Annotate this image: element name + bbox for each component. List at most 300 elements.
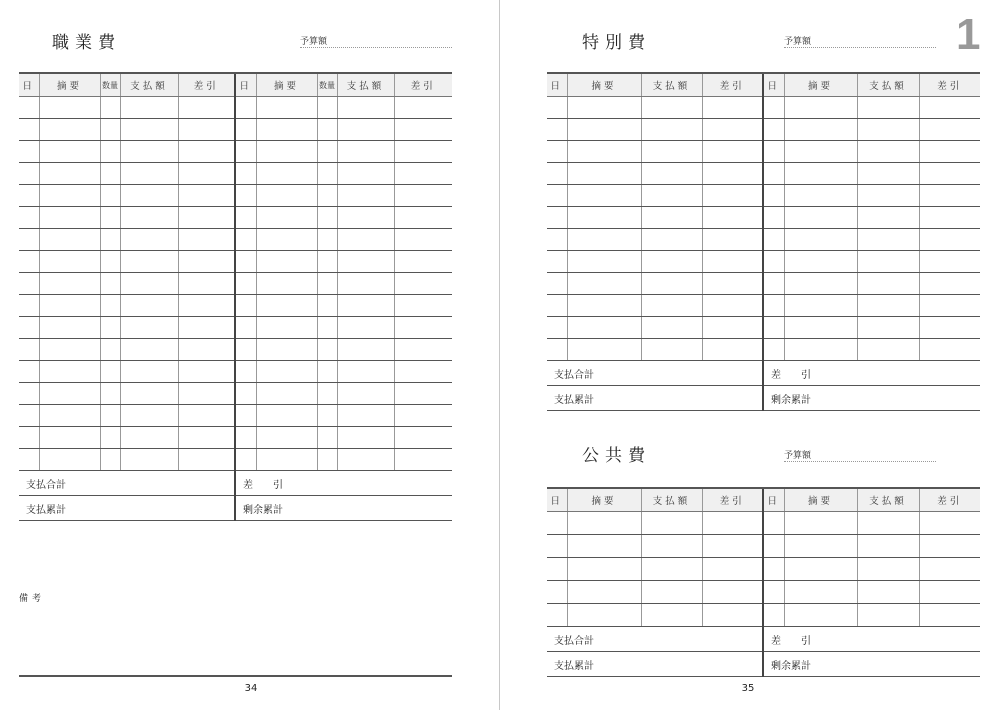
table-cell[interactable]	[641, 141, 702, 163]
table-cell[interactable]	[547, 535, 567, 558]
table-cell[interactable]	[919, 558, 980, 581]
table-cell[interactable]	[641, 317, 702, 339]
table-cell[interactable]	[763, 163, 784, 185]
table-cell[interactable]	[919, 163, 980, 185]
table-cell[interactable]	[919, 251, 980, 273]
table-cell[interactable]	[394, 97, 452, 119]
table-cell[interactable]	[394, 229, 452, 251]
table-cell[interactable]	[702, 97, 763, 119]
table-cell[interactable]	[763, 229, 784, 251]
table-cell[interactable]	[337, 427, 394, 449]
table-cell[interactable]	[19, 427, 39, 449]
table-cell[interactable]	[763, 604, 784, 627]
table-cell[interactable]	[256, 295, 317, 317]
table-cell[interactable]	[784, 273, 857, 295]
table-cell[interactable]	[784, 339, 857, 361]
table-cell[interactable]	[100, 317, 120, 339]
table-cell[interactable]	[317, 339, 337, 361]
table-cell[interactable]	[256, 405, 317, 427]
table-cell[interactable]	[39, 339, 100, 361]
table-cell[interactable]	[235, 339, 256, 361]
table-cell[interactable]	[784, 317, 857, 339]
table-cell[interactable]	[337, 361, 394, 383]
table-cell[interactable]	[100, 229, 120, 251]
table-cell[interactable]	[235, 97, 256, 119]
table-cell[interactable]	[256, 251, 317, 273]
table-cell[interactable]	[256, 185, 317, 207]
table-cell[interactable]	[337, 273, 394, 295]
table-cell[interactable]	[317, 207, 337, 229]
table-cell[interactable]	[178, 339, 235, 361]
table-cell[interactable]	[567, 229, 641, 251]
table-cell[interactable]	[641, 339, 702, 361]
table-cell[interactable]	[547, 141, 567, 163]
table-cell[interactable]	[256, 317, 317, 339]
table-cell[interactable]	[394, 251, 452, 273]
table-cell[interactable]	[567, 604, 641, 627]
payment-cumulative-label[interactable]: 支払累計	[547, 386, 763, 411]
table-cell[interactable]	[178, 251, 235, 273]
table-cell[interactable]	[763, 558, 784, 581]
table-cell[interactable]	[317, 119, 337, 141]
table-cell[interactable]	[100, 119, 120, 141]
table-cell[interactable]	[919, 273, 980, 295]
table-cell[interactable]	[784, 251, 857, 273]
table-cell[interactable]	[763, 273, 784, 295]
table-cell[interactable]	[641, 251, 702, 273]
difference-label[interactable]: 差 引	[763, 361, 980, 386]
table-cell[interactable]	[100, 207, 120, 229]
table-cell[interactable]	[19, 405, 39, 427]
table-cell[interactable]	[394, 427, 452, 449]
table-cell[interactable]	[394, 361, 452, 383]
table-cell[interactable]	[784, 207, 857, 229]
table-cell[interactable]	[337, 295, 394, 317]
table-cell[interactable]	[317, 449, 337, 471]
table-cell[interactable]	[337, 317, 394, 339]
table-cell[interactable]	[702, 185, 763, 207]
table-cell[interactable]	[857, 273, 919, 295]
table-cell[interactable]	[39, 163, 100, 185]
table-cell[interactable]	[784, 581, 857, 604]
table-cell[interactable]	[337, 163, 394, 185]
difference-label[interactable]: 差 引	[763, 627, 980, 652]
table-cell[interactable]	[919, 185, 980, 207]
table-cell[interactable]	[337, 185, 394, 207]
table-cell[interactable]	[641, 207, 702, 229]
table-cell[interactable]	[702, 163, 763, 185]
table-cell[interactable]	[317, 185, 337, 207]
table-cell[interactable]	[256, 119, 317, 141]
table-cell[interactable]	[641, 604, 702, 627]
table-cell[interactable]	[919, 229, 980, 251]
table-cell[interactable]	[337, 405, 394, 427]
table-cell[interactable]	[763, 97, 784, 119]
table-cell[interactable]	[317, 273, 337, 295]
table-cell[interactable]	[547, 251, 567, 273]
table-cell[interactable]	[567, 295, 641, 317]
table-cell[interactable]	[857, 185, 919, 207]
table-cell[interactable]	[39, 383, 100, 405]
table-cell[interactable]	[337, 339, 394, 361]
table-cell[interactable]	[857, 535, 919, 558]
table-cell[interactable]	[702, 558, 763, 581]
payment-total-label[interactable]: 支払合計	[547, 361, 763, 386]
table-cell[interactable]	[567, 251, 641, 273]
table-cell[interactable]	[120, 427, 178, 449]
table-cell[interactable]	[178, 405, 235, 427]
table-cell[interactable]	[763, 581, 784, 604]
table-cell[interactable]	[19, 97, 39, 119]
table-cell[interactable]	[19, 317, 39, 339]
table-cell[interactable]	[919, 604, 980, 627]
table-cell[interactable]	[394, 405, 452, 427]
table-cell[interactable]	[394, 119, 452, 141]
table-cell[interactable]	[120, 163, 178, 185]
table-cell[interactable]	[547, 185, 567, 207]
table-cell[interactable]	[256, 163, 317, 185]
table-cell[interactable]	[394, 339, 452, 361]
table-cell[interactable]	[337, 97, 394, 119]
table-cell[interactable]	[857, 317, 919, 339]
table-cell[interactable]	[120, 405, 178, 427]
table-cell[interactable]	[857, 229, 919, 251]
table-cell[interactable]	[567, 141, 641, 163]
table-cell[interactable]	[235, 141, 256, 163]
table-cell[interactable]	[919, 207, 980, 229]
table-cell[interactable]	[19, 383, 39, 405]
table-cell[interactable]	[567, 317, 641, 339]
table-cell[interactable]	[547, 581, 567, 604]
table-cell[interactable]	[641, 581, 702, 604]
table-cell[interactable]	[763, 141, 784, 163]
table-cell[interactable]	[39, 317, 100, 339]
table-cell[interactable]	[100, 295, 120, 317]
table-cell[interactable]	[100, 273, 120, 295]
table-cell[interactable]	[317, 427, 337, 449]
table-cell[interactable]	[784, 185, 857, 207]
table-cell[interactable]	[178, 207, 235, 229]
table-cell[interactable]	[547, 97, 567, 119]
table-cell[interactable]	[857, 512, 919, 535]
table-cell[interactable]	[39, 427, 100, 449]
table-cell[interactable]	[235, 383, 256, 405]
table-cell[interactable]	[784, 229, 857, 251]
table-cell[interactable]	[784, 604, 857, 627]
table-cell[interactable]	[547, 207, 567, 229]
table-cell[interactable]	[702, 339, 763, 361]
surplus-cumulative-label[interactable]: 剰余累計	[763, 652, 980, 677]
table-cell[interactable]	[641, 119, 702, 141]
table-cell[interactable]	[763, 535, 784, 558]
table-cell[interactable]	[100, 339, 120, 361]
budget-field[interactable]: 予算額	[300, 32, 452, 48]
table-cell[interactable]	[394, 185, 452, 207]
table-cell[interactable]	[120, 229, 178, 251]
table-cell[interactable]	[394, 207, 452, 229]
table-cell[interactable]	[178, 97, 235, 119]
table-cell[interactable]	[39, 405, 100, 427]
table-cell[interactable]	[256, 427, 317, 449]
surplus-cumulative-label[interactable]: 剰余累計	[763, 386, 980, 411]
table-cell[interactable]	[641, 229, 702, 251]
table-cell[interactable]	[641, 163, 702, 185]
table-cell[interactable]	[394, 295, 452, 317]
table-cell[interactable]	[394, 317, 452, 339]
table-cell[interactable]	[763, 339, 784, 361]
table-cell[interactable]	[317, 141, 337, 163]
table-cell[interactable]	[337, 119, 394, 141]
table-cell[interactable]	[857, 251, 919, 273]
table-cell[interactable]	[702, 229, 763, 251]
table-cell[interactable]	[567, 535, 641, 558]
table-cell[interactable]	[235, 119, 256, 141]
table-cell[interactable]	[394, 273, 452, 295]
payment-total-label[interactable]: 支払合計	[19, 471, 235, 496]
table-cell[interactable]	[394, 383, 452, 405]
table-cell[interactable]	[178, 427, 235, 449]
table-cell[interactable]	[567, 512, 641, 535]
table-cell[interactable]	[178, 361, 235, 383]
table-cell[interactable]	[19, 295, 39, 317]
table-cell[interactable]	[784, 163, 857, 185]
table-cell[interactable]	[784, 295, 857, 317]
table-cell[interactable]	[19, 361, 39, 383]
table-cell[interactable]	[784, 119, 857, 141]
table-cell[interactable]	[547, 339, 567, 361]
table-cell[interactable]	[19, 185, 39, 207]
table-cell[interactable]	[317, 405, 337, 427]
table-cell[interactable]	[235, 163, 256, 185]
table-cell[interactable]	[235, 251, 256, 273]
table-cell[interactable]	[702, 119, 763, 141]
table-cell[interactable]	[857, 295, 919, 317]
table-cell[interactable]	[235, 317, 256, 339]
table-cell[interactable]	[547, 229, 567, 251]
table-cell[interactable]	[567, 273, 641, 295]
table-cell[interactable]	[919, 581, 980, 604]
table-cell[interactable]	[567, 581, 641, 604]
table-cell[interactable]	[235, 449, 256, 471]
budget-field[interactable]: 予算額	[784, 446, 936, 462]
table-cell[interactable]	[919, 512, 980, 535]
table-cell[interactable]	[39, 229, 100, 251]
table-cell[interactable]	[547, 119, 567, 141]
table-cell[interactable]	[256, 361, 317, 383]
table-cell[interactable]	[39, 273, 100, 295]
table-cell[interactable]	[235, 295, 256, 317]
table-cell[interactable]	[39, 295, 100, 317]
table-cell[interactable]	[120, 119, 178, 141]
table-cell[interactable]	[547, 317, 567, 339]
table-cell[interactable]	[178, 185, 235, 207]
table-cell[interactable]	[100, 449, 120, 471]
table-cell[interactable]	[567, 558, 641, 581]
table-cell[interactable]	[394, 449, 452, 471]
table-cell[interactable]	[120, 317, 178, 339]
table-cell[interactable]	[567, 163, 641, 185]
table-cell[interactable]	[120, 207, 178, 229]
surplus-cumulative-label[interactable]: 剰余累計	[235, 496, 452, 521]
table-cell[interactable]	[178, 229, 235, 251]
table-cell[interactable]	[919, 119, 980, 141]
table-cell[interactable]	[763, 295, 784, 317]
table-cell[interactable]	[702, 273, 763, 295]
table-cell[interactable]	[100, 383, 120, 405]
table-cell[interactable]	[567, 185, 641, 207]
table-cell[interactable]	[919, 317, 980, 339]
table-cell[interactable]	[178, 273, 235, 295]
table-cell[interactable]	[19, 251, 39, 273]
table-cell[interactable]	[702, 141, 763, 163]
table-cell[interactable]	[394, 141, 452, 163]
table-cell[interactable]	[235, 185, 256, 207]
table-cell[interactable]	[120, 251, 178, 273]
table-cell[interactable]	[641, 97, 702, 119]
table-cell[interactable]	[641, 295, 702, 317]
table-cell[interactable]	[178, 295, 235, 317]
table-cell[interactable]	[19, 229, 39, 251]
table-cell[interactable]	[256, 273, 317, 295]
table-cell[interactable]	[857, 207, 919, 229]
table-cell[interactable]	[100, 251, 120, 273]
payment-cumulative-label[interactable]: 支払累計	[19, 496, 235, 521]
table-cell[interactable]	[120, 185, 178, 207]
table-cell[interactable]	[784, 512, 857, 535]
table-cell[interactable]	[567, 339, 641, 361]
table-cell[interactable]	[256, 449, 317, 471]
table-cell[interactable]	[337, 251, 394, 273]
table-cell[interactable]	[19, 273, 39, 295]
table-cell[interactable]	[702, 604, 763, 627]
table-cell[interactable]	[857, 339, 919, 361]
table-cell[interactable]	[394, 163, 452, 185]
table-cell[interactable]	[39, 185, 100, 207]
table-cell[interactable]	[120, 273, 178, 295]
table-cell[interactable]	[120, 383, 178, 405]
table-cell[interactable]	[100, 97, 120, 119]
table-cell[interactable]	[120, 361, 178, 383]
table-cell[interactable]	[120, 449, 178, 471]
table-cell[interactable]	[641, 535, 702, 558]
table-cell[interactable]	[337, 229, 394, 251]
table-cell[interactable]	[337, 207, 394, 229]
table-cell[interactable]	[763, 185, 784, 207]
table-cell[interactable]	[857, 119, 919, 141]
table-cell[interactable]	[763, 317, 784, 339]
table-cell[interactable]	[39, 449, 100, 471]
table-cell[interactable]	[235, 273, 256, 295]
table-cell[interactable]	[337, 449, 394, 471]
table-cell[interactable]	[702, 207, 763, 229]
table-cell[interactable]	[39, 361, 100, 383]
table-cell[interactable]	[857, 558, 919, 581]
table-cell[interactable]	[120, 97, 178, 119]
table-cell[interactable]	[567, 207, 641, 229]
table-cell[interactable]	[641, 558, 702, 581]
table-cell[interactable]	[19, 339, 39, 361]
table-cell[interactable]	[857, 581, 919, 604]
table-cell[interactable]	[178, 317, 235, 339]
table-cell[interactable]	[100, 185, 120, 207]
table-cell[interactable]	[763, 512, 784, 535]
table-cell[interactable]	[702, 317, 763, 339]
table-cell[interactable]	[19, 119, 39, 141]
table-cell[interactable]	[256, 383, 317, 405]
table-cell[interactable]	[919, 97, 980, 119]
table-cell[interactable]	[19, 207, 39, 229]
table-cell[interactable]	[641, 185, 702, 207]
table-cell[interactable]	[235, 361, 256, 383]
table-cell[interactable]	[641, 512, 702, 535]
table-cell[interactable]	[702, 535, 763, 558]
table-cell[interactable]	[547, 512, 567, 535]
table-cell[interactable]	[178, 449, 235, 471]
table-cell[interactable]	[547, 273, 567, 295]
table-cell[interactable]	[857, 97, 919, 119]
table-cell[interactable]	[317, 163, 337, 185]
table-cell[interactable]	[784, 97, 857, 119]
table-cell[interactable]	[784, 558, 857, 581]
table-cell[interactable]	[702, 512, 763, 535]
table-cell[interactable]	[100, 163, 120, 185]
difference-label[interactable]: 差 引	[235, 471, 452, 496]
payment-total-label[interactable]: 支払合計	[547, 627, 763, 652]
table-cell[interactable]	[317, 295, 337, 317]
table-cell[interactable]	[100, 427, 120, 449]
table-cell[interactable]	[235, 207, 256, 229]
table-cell[interactable]	[256, 207, 317, 229]
table-cell[interactable]	[120, 339, 178, 361]
payment-cumulative-label[interactable]: 支払累計	[547, 652, 763, 677]
table-cell[interactable]	[919, 295, 980, 317]
table-cell[interactable]	[256, 97, 317, 119]
table-cell[interactable]	[567, 119, 641, 141]
table-cell[interactable]	[337, 383, 394, 405]
table-cell[interactable]	[919, 535, 980, 558]
table-cell[interactable]	[547, 558, 567, 581]
table-cell[interactable]	[39, 207, 100, 229]
table-cell[interactable]	[100, 361, 120, 383]
table-cell[interactable]	[337, 141, 394, 163]
table-cell[interactable]	[39, 119, 100, 141]
table-cell[interactable]	[857, 141, 919, 163]
table-cell[interactable]	[235, 427, 256, 449]
table-cell[interactable]	[39, 251, 100, 273]
budget-field[interactable]: 予算額	[784, 32, 936, 48]
table-cell[interactable]	[567, 97, 641, 119]
table-cell[interactable]	[39, 97, 100, 119]
table-cell[interactable]	[178, 383, 235, 405]
table-cell[interactable]	[784, 535, 857, 558]
table-cell[interactable]	[39, 141, 100, 163]
table-cell[interactable]	[547, 295, 567, 317]
table-cell[interactable]	[763, 207, 784, 229]
table-cell[interactable]	[784, 141, 857, 163]
table-cell[interactable]	[235, 405, 256, 427]
table-cell[interactable]	[19, 163, 39, 185]
table-cell[interactable]	[641, 273, 702, 295]
table-cell[interactable]	[317, 97, 337, 119]
table-cell[interactable]	[178, 163, 235, 185]
table-cell[interactable]	[19, 449, 39, 471]
table-cell[interactable]	[547, 604, 567, 627]
table-cell[interactable]	[919, 141, 980, 163]
table-cell[interactable]	[256, 141, 317, 163]
table-cell[interactable]	[857, 604, 919, 627]
table-cell[interactable]	[256, 229, 317, 251]
table-cell[interactable]	[178, 119, 235, 141]
